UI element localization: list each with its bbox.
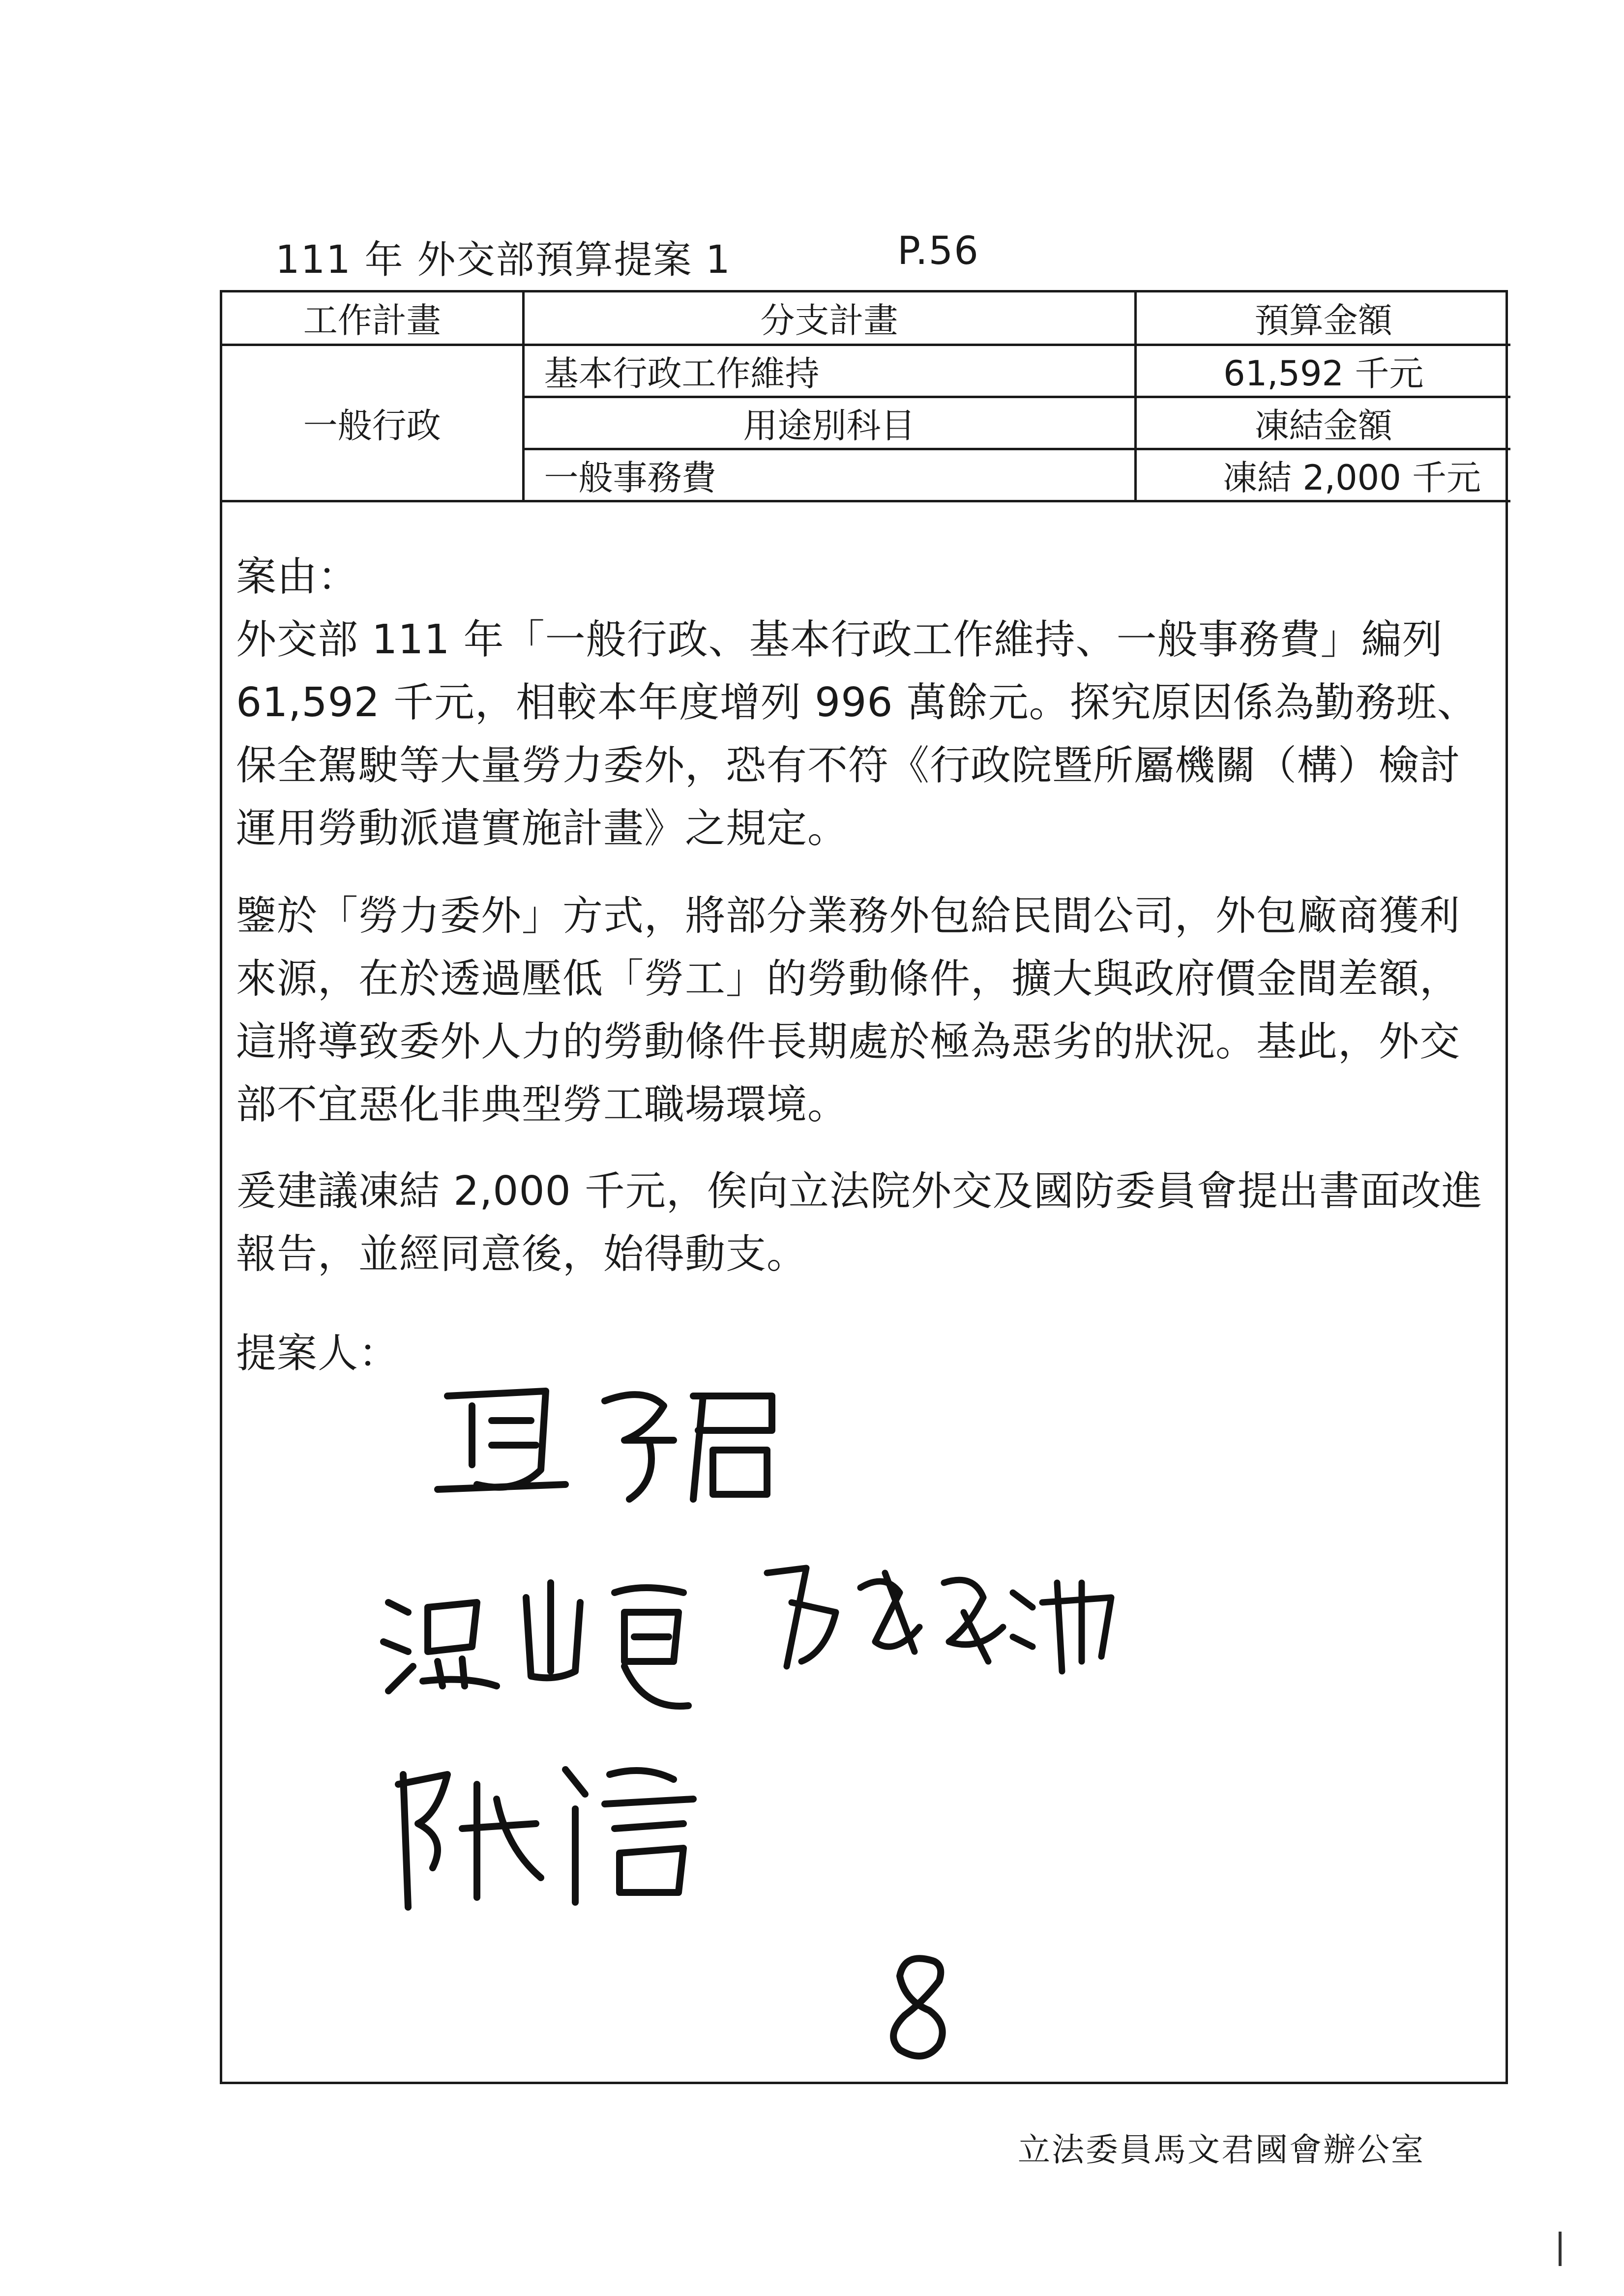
scan-corner-mark xyxy=(1559,2232,1562,2266)
reason-paragraph-1 xyxy=(236,609,1495,860)
budget-amount-value: 61,592 千元 xyxy=(1135,345,1510,397)
reason-paragraph-3 xyxy=(236,1160,1495,1286)
reason-label: 案由： xyxy=(236,553,359,600)
signature-area xyxy=(418,1366,1352,1956)
col-frozen-amount: 凍結金額 xyxy=(1135,397,1510,449)
header-title: 111 年 外交部預算提案 1 xyxy=(275,238,731,282)
col-expense-item: 用途別科目 xyxy=(523,397,1135,449)
work-plan-value: 一般行政 xyxy=(222,345,523,501)
page-number-mark xyxy=(875,1947,964,2064)
signature-2 xyxy=(369,1563,742,1720)
reason-paragraph-2 xyxy=(236,885,1495,1136)
col-sub-plan: 分支計畫 xyxy=(523,292,1135,345)
paragraph-text: 鑒於「勞力委外」方式，將部分業務外包給民間公司，外包廠商獲利來源，在於透過壓低「勞工」的勞動條件，擴大與政府價金間差額，這將導致委外人力的勞動條件長期處於極為惡劣的狀況。基此，外交部不宜惡化非典型勞工職場環境。 xyxy=(236,893,1461,1128)
page-reference: P.56 xyxy=(897,229,979,273)
signature-4 xyxy=(379,1740,762,1917)
office-footer: 立法委員馬文君國會辦公室 xyxy=(1018,2131,1425,2169)
budget-table xyxy=(222,292,1510,502)
signature-3 xyxy=(738,1543,1131,1701)
table-header-row xyxy=(222,292,1510,345)
col-budget-amount: 預算金額 xyxy=(1135,292,1510,345)
document-header xyxy=(275,229,979,284)
frozen-amount-value: 凍結 2,000 千元 xyxy=(1135,449,1510,501)
table-row xyxy=(222,345,1510,397)
proposer-label: 提案人： xyxy=(236,1330,400,1377)
paragraph-text: 外交部 111 年「一般行政、基本行政工作維持、一般事務費」編列 61,592 千元，相較本年度增列 996 萬餘元。探究原因係為勤務班、保全駕駛等大量勞力委外，恐有不符《行政院暨所屬機關（構）檢討運用勞動派遣實施計畫》之規定。 xyxy=(236,616,1478,852)
paragraph-text: 爰建議凍結 2,000 千元，俟向立法院外交及國防委員會提出書面改進報告，並經同意後，始得動支。 xyxy=(236,1168,1482,1278)
sub-plan-value: 基本行政工作維持 xyxy=(523,345,1135,397)
col-work-plan: 工作計畫 xyxy=(222,292,523,345)
signature-1 xyxy=(418,1366,792,1514)
expense-item-value: 一般事務費 xyxy=(523,449,1135,501)
